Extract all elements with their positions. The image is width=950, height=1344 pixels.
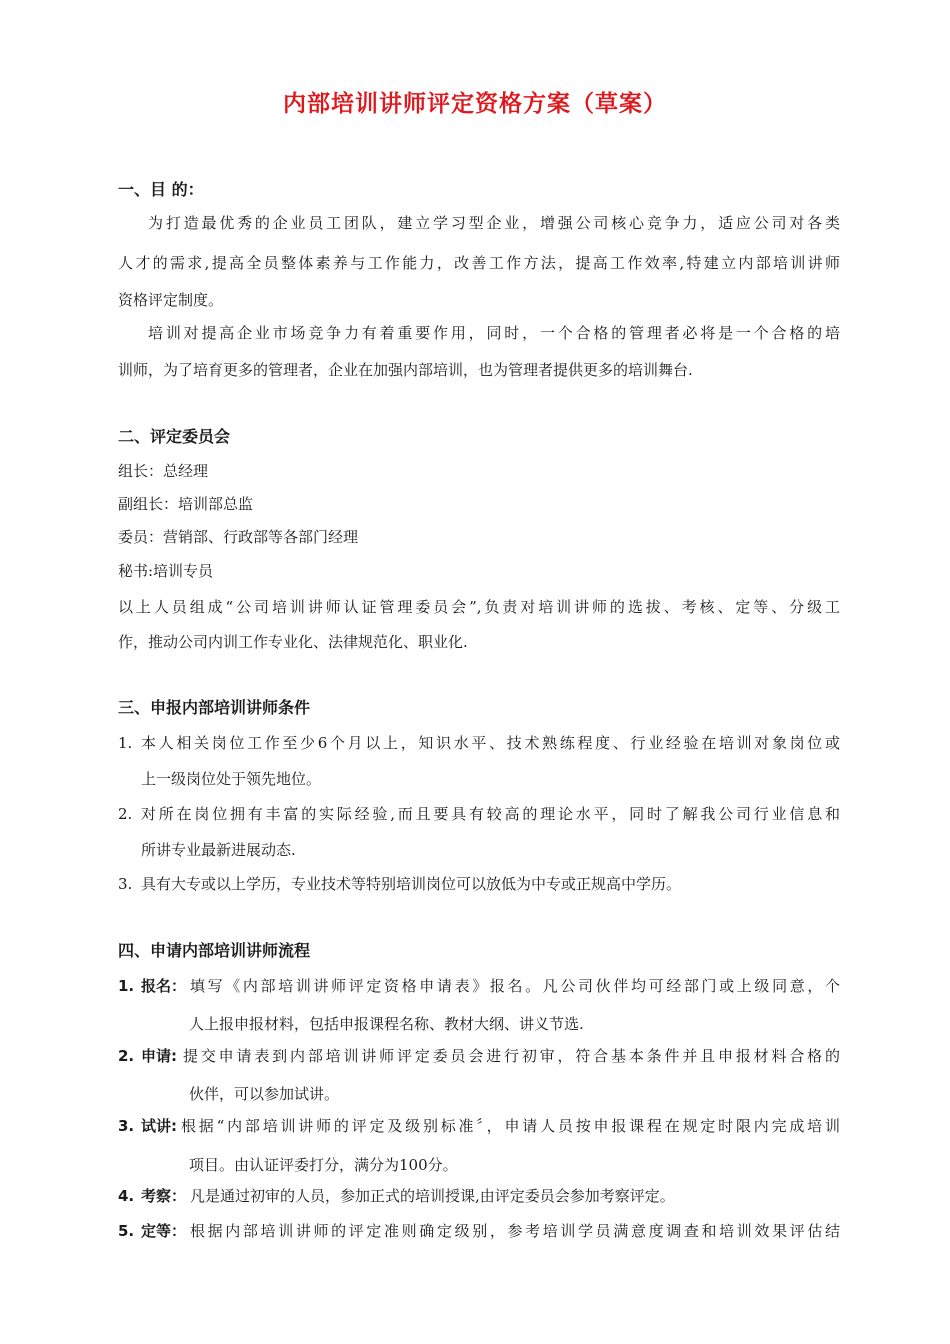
paragraph-line: 以上人员组成“公司培训讲师认证管理委员会”,负责对培训讲师的选拔、考核、定等、分级工: [118, 598, 840, 616]
process-text: 人上报申报材料，包括申报课程名称、教材大纲、讲义节选.: [189, 1015, 584, 1033]
list-item-number: 3.: [118, 875, 133, 893]
list-item-text: 本人相关岗位工作至少6个月以上，知识水平、技术熟练程度、行业经验在培训对象岗位或: [141, 734, 840, 752]
process-text: 根据内部培训讲师的评定准则确定级别，参考培训学员满意度调查和培训效果评估结: [190, 1222, 840, 1240]
document-title: 内部培训讲师评定资格方案（草案）: [283, 91, 667, 117]
list-item-number: 1.: [118, 734, 133, 752]
list-item-number: 2.: [118, 805, 133, 823]
list-item-text: 所讲专业最新进展动态.: [141, 841, 296, 859]
process-text: 提交申请表到内部培训讲师评定委员会进行初审，符合基本条件并且申报材料合格的: [183, 1047, 840, 1065]
section-heading-committee: 二、评定委员会: [118, 427, 231, 446]
section-heading-process: 四、申请内部培训讲师流程: [118, 941, 311, 960]
committee-line: 秘书:培训专员: [118, 562, 214, 580]
process-text: 填写《内部培训讲师评定资格申请表》报名。凡公司伙伴均可经部门或上级同意，个: [190, 977, 840, 995]
paragraph-line: 培训对提高企业市场竞争力有着重要作用，同时，一个合格的管理者必将是一个合格的培: [148, 324, 840, 342]
committee-line: 委员：营销部、行政部等各部门经理: [118, 528, 359, 546]
list-item-text: 上一级岗位处于领先地位。: [141, 770, 322, 788]
process-number: 5.: [118, 1222, 135, 1240]
process-label: 定等：: [141, 1222, 187, 1240]
process-label: 试讲:: [141, 1117, 177, 1135]
committee-line: 副组长：培训部总监: [118, 495, 254, 513]
process-text: 根据“内部培训讲师的评定及级别标准〞，申请人员按申报课程在规定时限内完成培训: [181, 1117, 840, 1135]
process-number: 3.: [118, 1117, 135, 1135]
process-text: 凡是通过初审的人员，参加正式的培训授课,由评定委员会参加考察评定。: [190, 1187, 675, 1205]
paragraph-line: 训师，为了培育更多的管理者，企业在加强内部培训，也为管理者提供更多的培训舞台.: [118, 361, 693, 379]
section-heading-conditions: 三、申报内部培训讲师条件: [118, 698, 311, 717]
process-number: 1.: [118, 977, 135, 995]
paragraph-line: 人才的需求,提高全员整体素养与工作能力，改善工作方法，提高工作效率,特建立内部培训讲师: [118, 254, 840, 272]
list-item-text: 具有大专或以上学历，专业技术等特别培训岗位可以放低为中专或正规高中学历。: [141, 875, 682, 893]
process-label: 考察：: [141, 1187, 187, 1205]
process-number: 2.: [118, 1047, 135, 1065]
process-label: 申请:: [141, 1047, 177, 1065]
paragraph-line: 作，推动公司内训工作专业化、法律规范化、职业化.: [118, 633, 468, 651]
process-text: 项目。由认证评委打分，满分为100分。: [189, 1156, 458, 1174]
section-heading-purpose: 一、目 的：: [118, 180, 204, 199]
process-label: 报名：: [141, 977, 187, 995]
list-item-text: 对所在岗位拥有丰富的实际经验,而且要具有较高的理论水平，同时了解我公司行业信息和: [141, 805, 840, 823]
paragraph-line: 资格评定制度。: [118, 291, 224, 309]
committee-line: 组长：总经理: [118, 462, 209, 480]
process-text: 伙伴，可以参加试讲。: [189, 1085, 340, 1103]
paragraph-line: 为打造最优秀的企业员工团队，建立学习型企业，增强公司核心竞争力，适应公司对各类: [148, 214, 840, 232]
process-number: 4.: [118, 1187, 135, 1205]
